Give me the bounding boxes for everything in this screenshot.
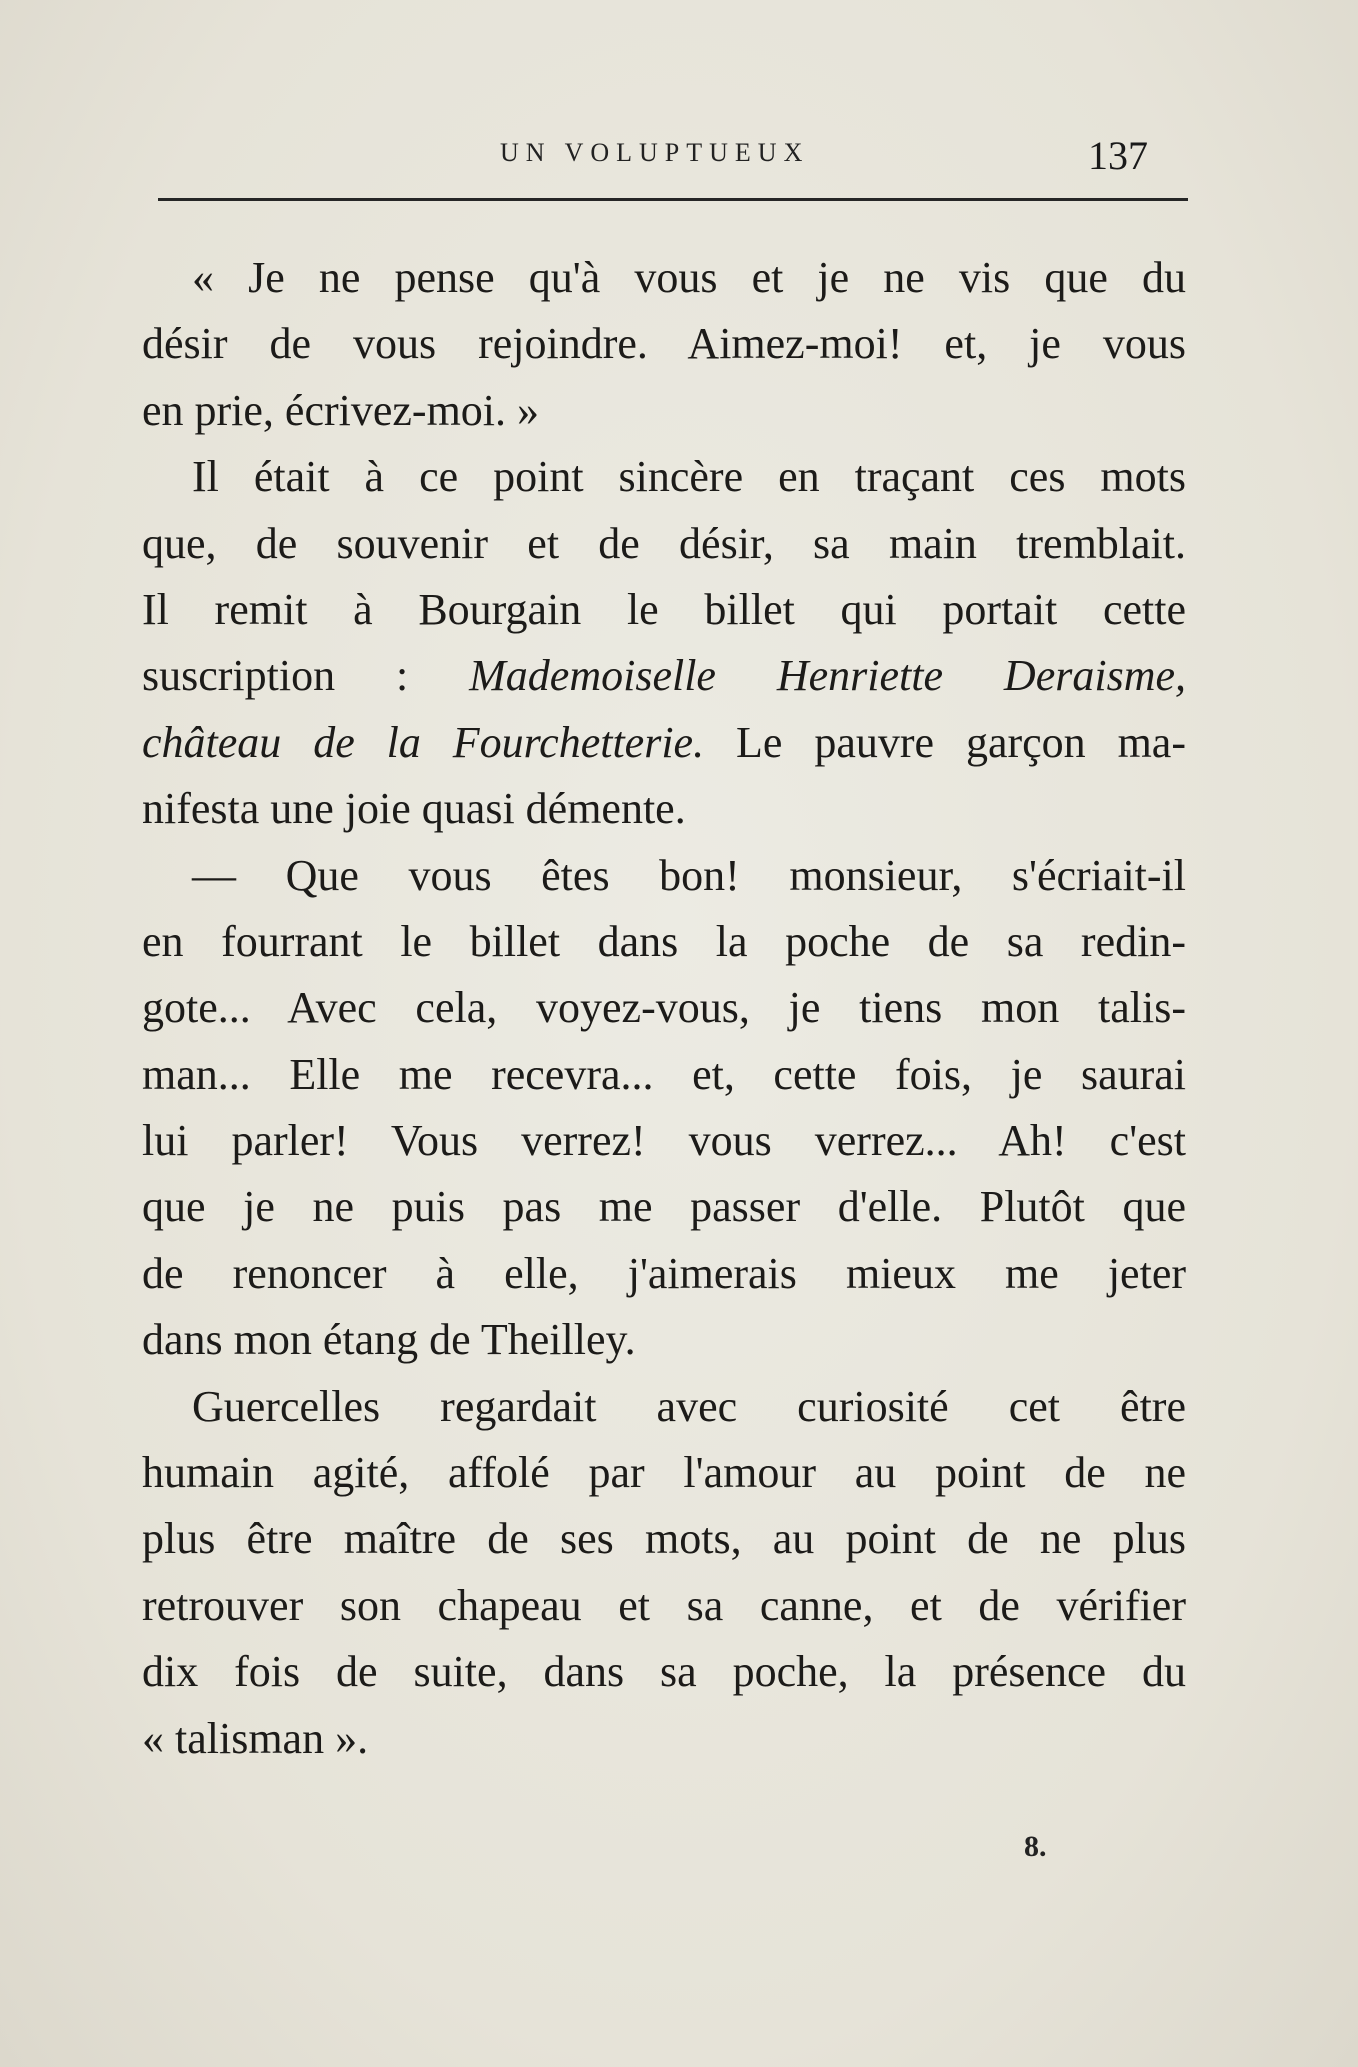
- header-rule: [158, 198, 1188, 201]
- text-line: — Que vous êtes bon! monsieur, s'écriait-il: [192, 850, 1186, 900]
- italic-address: château de la Fourchetterie.: [142, 717, 705, 767]
- italic-address: Mademoiselle Henriette Deraisme,: [469, 651, 1186, 701]
- text-line: dix fois de suite, dans sa poche, la présence du: [142, 1647, 1186, 1697]
- text-line: de renoncer à elle, j'aimerais mieux me jeter: [142, 1248, 1186, 1298]
- text-line: que je ne puis pas me passer d'elle. Plutôt que: [142, 1182, 1186, 1232]
- text-line: « Je ne pense qu'à vous et je ne vis que du: [192, 253, 1186, 302]
- text-line: « talisman ».: [142, 1713, 369, 1763]
- page-number: 137: [1088, 133, 1148, 178]
- text-line: lui parler! Vous verrez! vous verrez... Ah! c'est: [142, 1116, 1186, 1166]
- text-line: [142, 643, 1186, 709]
- text-line: plus être maître de ses mots, au point de ne plus: [142, 1514, 1186, 1564]
- text-line: Il était à ce point sincère en traçant ces mots: [192, 452, 1186, 502]
- body-text: [142, 245, 1186, 1772]
- text-line: Guercelles regardait avec curiosité cet être: [192, 1381, 1186, 1431]
- text-line: [142, 710, 1186, 776]
- text-line: en fourrant le billet dans la poche de sa redin-: [142, 916, 1186, 966]
- text-segment: suscription :: [142, 651, 409, 701]
- text-line: que, de souvenir et de désir, sa main tremblait.: [142, 518, 1186, 568]
- text-line: man... Elle me recevra... et, cette fois, je saurai: [142, 1049, 1186, 1099]
- text-segment: Le pauvre garçon ma-: [736, 717, 1186, 767]
- text-line: humain agité, affolé par l'amour au point de ne: [142, 1448, 1186, 1498]
- text-line: désir de vous rejoindre. Aimez-moi! et, je vous: [142, 319, 1186, 369]
- text-line: retrouver son chapeau et sa canne, et de vérifier: [142, 1580, 1186, 1630]
- text-line: dans mon étang de Theilley.: [142, 1315, 636, 1365]
- signature-mark: 8.: [1024, 1830, 1047, 1863]
- running-title: UN VOLUPTUEUX: [500, 138, 810, 167]
- running-head: [0, 132, 1358, 192]
- text-line: nifesta une joie quasi démente.: [142, 784, 686, 834]
- text-line: en prie, écrivez-moi. »: [142, 385, 540, 435]
- text-line: gote... Avec cela, voyez-vous, je tiens mon talis-: [142, 983, 1186, 1033]
- text-line: Il remit à Bourgain le billet qui portait cette: [142, 584, 1186, 634]
